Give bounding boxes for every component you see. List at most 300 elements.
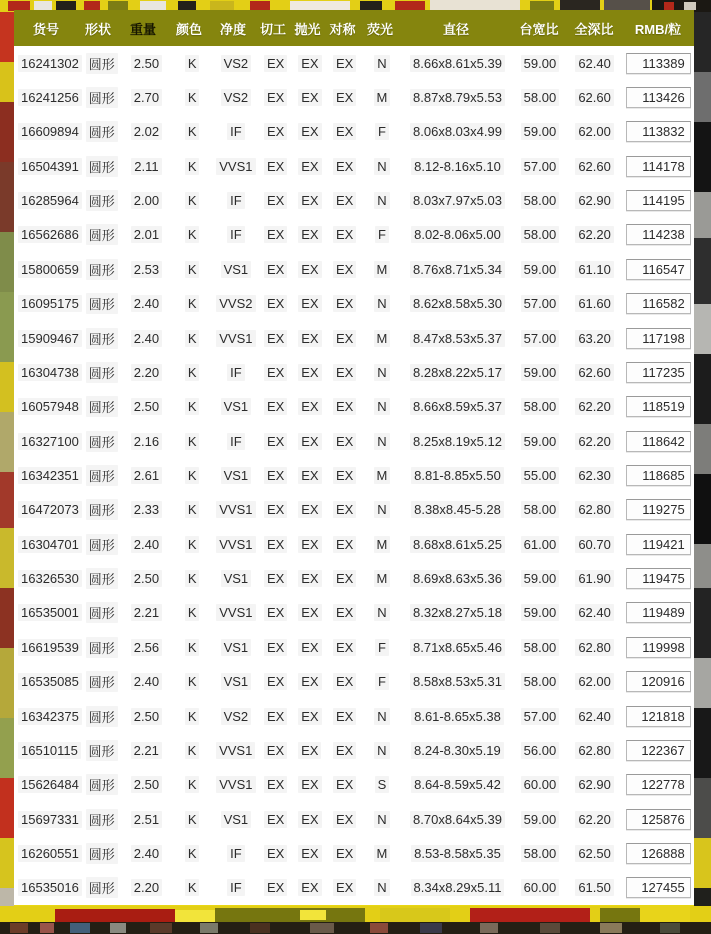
- cell-table_ratio: [513, 55, 567, 72]
- cell-value: 62.20: [575, 811, 614, 828]
- cell-value: 2.53: [131, 261, 162, 278]
- cell-value: 61.90: [575, 570, 614, 587]
- cell-value: K: [185, 158, 200, 175]
- cell-symmetry: [327, 879, 362, 896]
- header-row: [14, 10, 694, 46]
- cell-color: [171, 123, 213, 140]
- column-header-symmetry[interactable]: 对称: [329, 21, 356, 37]
- cell-weight: [122, 364, 172, 381]
- cell-value: M: [374, 845, 391, 862]
- cell-diameter: [402, 879, 513, 896]
- price-input[interactable]: 127455: [626, 877, 691, 898]
- cell-color: [171, 364, 213, 381]
- cell-value: K: [185, 673, 200, 690]
- cell-color: [171, 261, 213, 278]
- cell-cut: [259, 570, 293, 587]
- cell-value: 2.50: [131, 55, 162, 72]
- cell-cut: [259, 192, 293, 209]
- price-input[interactable]: 119421: [626, 534, 691, 555]
- cell-value: 圆形: [86, 843, 118, 864]
- cell-price_rmb: [622, 259, 694, 280]
- cell-value: 2.01: [131, 226, 162, 243]
- cell-value: 15697331: [18, 811, 82, 828]
- cell-value: 59.00: [521, 123, 560, 140]
- cell-value: N: [374, 158, 389, 175]
- cell-value: 16504391: [18, 158, 82, 175]
- cell-value: EX: [298, 467, 321, 484]
- cell-item_no: [14, 467, 82, 484]
- cell-value: EX: [333, 708, 356, 725]
- cell-symmetry: [327, 570, 362, 587]
- cell-polish: [293, 845, 328, 862]
- price-input[interactable]: 116582: [626, 293, 691, 314]
- price-input[interactable]: 114238: [626, 224, 691, 245]
- cell-item_no: [14, 742, 82, 759]
- cell-value: IF: [227, 226, 245, 243]
- cell-value: 8.32x8.27x5.18: [410, 604, 505, 621]
- price-input[interactable]: 118519: [626, 396, 691, 417]
- cell-cut: [259, 123, 293, 140]
- cell-value: EX: [298, 536, 321, 553]
- column-header-diameter[interactable]: 直径: [442, 21, 469, 37]
- cell-value: K: [185, 639, 200, 656]
- cell-weight: [122, 845, 172, 862]
- cell-clarity: [213, 639, 259, 656]
- price-input[interactable]: 113389: [626, 53, 691, 74]
- cell-value: N: [374, 879, 389, 896]
- cell-polish: [293, 55, 328, 72]
- cell-color: [171, 811, 213, 828]
- cell-color: [171, 158, 213, 175]
- cell-cut: [259, 55, 293, 72]
- cell-value: EX: [264, 364, 287, 381]
- cell-price_rmb: [622, 534, 694, 555]
- cell-price_rmb: [622, 774, 694, 795]
- cell-polish: [293, 295, 328, 312]
- cell-cut: [259, 330, 293, 347]
- cell-value: VS1: [221, 261, 252, 278]
- cell-color: [171, 501, 213, 518]
- cell-value: EX: [264, 192, 287, 209]
- cell-fluorescence: [362, 708, 402, 725]
- cell-symmetry: [327, 123, 362, 140]
- table-row: [14, 390, 694, 424]
- cell-value: 16342375: [18, 708, 82, 725]
- cell-color: [171, 708, 213, 725]
- price-input[interactable]: 116547: [626, 259, 691, 280]
- cell-value: 圆形: [86, 190, 118, 211]
- cell-diameter: [402, 604, 513, 621]
- table-row: [14, 802, 694, 836]
- cell-item_no: [14, 123, 82, 140]
- cell-value: 8.66x8.61x5.39: [410, 55, 505, 72]
- cell-weight: [121, 742, 171, 759]
- cell-depth_ratio: [567, 501, 623, 518]
- cell-value: VS1: [221, 811, 252, 828]
- cell-value: K: [185, 879, 200, 896]
- column-header-color[interactable]: 颜色: [175, 21, 202, 37]
- cell-table_ratio: [513, 295, 567, 312]
- cell-value: 2.33: [131, 501, 162, 518]
- cell-value: 8.47x8.53x5.37: [410, 330, 505, 347]
- cell-value: 8.34x8.29x5.11: [411, 879, 505, 896]
- cell-value: VS1: [221, 467, 252, 484]
- cell-symmetry: [327, 673, 362, 690]
- cell-shape: [82, 362, 122, 383]
- cell-weight: [122, 55, 172, 72]
- cell-table_ratio: [513, 192, 567, 209]
- cell-shape: [82, 602, 122, 623]
- cell-value: 2.40: [131, 673, 162, 690]
- cell-value: EX: [264, 879, 287, 896]
- price-input[interactable]: 119275: [626, 499, 691, 520]
- cell-weight: [122, 879, 172, 896]
- cell-price_rmb: [622, 121, 694, 142]
- cell-fluorescence: [362, 89, 402, 106]
- cell-value: 58.00: [521, 639, 560, 656]
- cell-color: [171, 879, 213, 896]
- cell-value: 8.06x8.03x4.99: [410, 123, 505, 140]
- cell-clarity: [213, 261, 259, 278]
- cell-color: [171, 467, 213, 484]
- cell-value: 圆形: [86, 568, 118, 589]
- cell-cut: [259, 364, 293, 381]
- cell-value: 8.24-8.30x5.19: [411, 742, 504, 759]
- cell-color: [171, 673, 213, 690]
- cell-value: 8.58x8.53x5.31: [410, 673, 505, 690]
- cell-table_ratio: [513, 604, 567, 621]
- cell-cut: [259, 776, 293, 793]
- cell-fluorescence: [362, 226, 402, 243]
- price-input[interactable]: 119998: [626, 637, 691, 658]
- cell-depth_ratio: [567, 398, 623, 415]
- price-input[interactable]: 119489: [626, 602, 691, 623]
- cell-value: 8.25x8.19x5.12: [410, 433, 505, 450]
- cell-table_ratio: [513, 570, 567, 587]
- cell-value: 16510115: [18, 742, 81, 759]
- cell-value: K: [185, 845, 200, 862]
- cell-value: K: [185, 811, 200, 828]
- cell-diameter: [402, 398, 513, 415]
- column-header-fluorescence[interactable]: 荧光: [366, 21, 393, 37]
- cell-item_no: [14, 433, 82, 450]
- price-input[interactable]: 122778: [626, 774, 691, 795]
- cell-value: EX: [298, 364, 321, 381]
- table-row: [14, 149, 694, 183]
- column-header-depth_ratio[interactable]: 全深比: [574, 21, 614, 37]
- cell-value: 圆形: [86, 87, 118, 108]
- cell-color: [171, 330, 213, 347]
- table-row: [14, 46, 694, 80]
- cell-fluorescence: [362, 123, 402, 140]
- cell-value: EX: [298, 845, 321, 862]
- price-input[interactable]: 114178: [626, 156, 691, 177]
- cell-value: 圆形: [86, 740, 118, 761]
- cell-value: 2.50: [131, 570, 162, 587]
- cell-value: 圆形: [86, 534, 118, 555]
- cell-cut: [259, 467, 293, 484]
- cell-value: 16285964: [18, 192, 82, 209]
- cell-value: 16609894: [18, 123, 82, 140]
- column-header-table_ratio[interactable]: 台宽比: [519, 21, 559, 37]
- cell-value: 圆形: [86, 877, 118, 898]
- cell-weight: [122, 501, 172, 518]
- cell-value: 57.00: [521, 708, 560, 725]
- cell-table_ratio: [513, 673, 567, 690]
- column-header-shape[interactable]: 形状: [84, 21, 111, 37]
- cell-value: 59.00: [521, 261, 560, 278]
- cell-cut: [259, 398, 293, 415]
- cell-value: EX: [264, 673, 287, 690]
- cell-table_ratio: [513, 708, 567, 725]
- price-input[interactable]: 118685: [626, 465, 691, 486]
- cell-value: 16057948: [18, 398, 82, 415]
- cell-depth_ratio: [567, 604, 623, 621]
- cell-price_rmb: [622, 809, 694, 830]
- cell-value: EX: [298, 604, 321, 621]
- cell-value: 圆形: [86, 396, 118, 417]
- cell-value: EX: [298, 639, 321, 656]
- cell-value: 61.00: [521, 536, 560, 553]
- cell-value: 圆形: [86, 499, 118, 520]
- cell-value: M: [374, 467, 391, 484]
- cell-value: EX: [298, 879, 321, 896]
- cell-value: VS1: [221, 398, 252, 415]
- cell-price_rmb: [622, 499, 694, 520]
- cell-price_rmb: [622, 568, 694, 589]
- table-row: [14, 321, 694, 355]
- cell-value: VVS1: [216, 330, 255, 347]
- cell-value: 圆形: [86, 121, 118, 142]
- cell-value: EX: [264, 570, 287, 587]
- cell-shape: [82, 877, 122, 898]
- cell-polish: [293, 708, 328, 725]
- cell-value: 60.00: [521, 776, 560, 793]
- price-input[interactable]: 120916: [626, 671, 691, 692]
- cell-symmetry: [327, 639, 362, 656]
- cell-shape: [82, 499, 122, 520]
- cell-value: S: [375, 776, 390, 793]
- cell-color: [171, 226, 213, 243]
- cell-depth_ratio: [567, 89, 623, 106]
- cell-value: 16260551: [18, 845, 82, 862]
- cell-price_rmb: [622, 877, 694, 898]
- cell-value: K: [185, 708, 200, 725]
- cell-symmetry: [327, 192, 362, 209]
- cell-value: EX: [298, 123, 321, 140]
- column-header-item_no[interactable]: 货号: [32, 21, 59, 37]
- cell-symmetry: [327, 742, 362, 759]
- cell-weight: [122, 536, 172, 553]
- cell-value: 57.00: [521, 295, 560, 312]
- price-input[interactable]: 118642: [626, 431, 691, 452]
- cell-value: 圆形: [86, 53, 118, 74]
- table-row: [14, 561, 694, 595]
- cell-value: N: [374, 364, 389, 381]
- cell-value: 57.00: [521, 158, 560, 175]
- cell-weight: [122, 604, 172, 621]
- price-input[interactable]: 126888: [626, 843, 691, 864]
- cell-price_rmb: [622, 706, 694, 727]
- cell-value: 2.00: [131, 192, 162, 209]
- cell-color: [171, 776, 213, 793]
- cell-price_rmb: [622, 224, 694, 245]
- cell-depth_ratio: [567, 708, 623, 725]
- cell-depth_ratio: [567, 123, 623, 140]
- table-row: [14, 527, 694, 561]
- price-input[interactable]: 125876: [626, 809, 691, 830]
- cell-value: VVS1: [216, 776, 255, 793]
- cell-weight: [122, 776, 172, 793]
- cell-price_rmb: [622, 362, 694, 383]
- cell-item_no: [14, 158, 82, 175]
- cell-value: EX: [264, 708, 287, 725]
- cell-shape: [82, 843, 122, 864]
- cell-value: 2.40: [131, 845, 162, 862]
- cell-value: VS1: [221, 570, 252, 587]
- cell-value: VS2: [221, 55, 252, 72]
- cell-price_rmb: [622, 396, 694, 417]
- cell-symmetry: [327, 89, 362, 106]
- cell-value: 63.20: [575, 330, 614, 347]
- cell-value: EX: [298, 570, 321, 587]
- cell-fluorescence: [362, 467, 402, 484]
- cell-value: EX: [264, 398, 287, 415]
- cell-value: 圆形: [86, 465, 118, 486]
- cell-color: [171, 398, 213, 415]
- cell-diameter: [402, 501, 513, 518]
- cell-cut: [259, 879, 293, 896]
- cell-value: 62.40: [575, 604, 614, 621]
- cell-value: IF: [227, 433, 245, 450]
- cell-value: 15909467: [18, 330, 82, 347]
- column-header-polish[interactable]: 抛光: [294, 21, 321, 37]
- cell-value: 8.53-8.58x5.35: [411, 845, 504, 862]
- cell-value: 55.00: [521, 467, 560, 484]
- cell-table_ratio: [513, 433, 567, 450]
- cell-value: EX: [333, 845, 356, 862]
- price-input[interactable]: 113832: [626, 121, 691, 142]
- cell-polish: [293, 673, 328, 690]
- cell-value: 58.00: [521, 673, 560, 690]
- price-input[interactable]: 113426: [626, 87, 691, 108]
- cell-clarity: [213, 708, 259, 725]
- cell-value: N: [374, 604, 389, 621]
- cell-value: IF: [227, 879, 245, 896]
- cell-value: 15800659: [18, 261, 82, 278]
- cell-value: 59.00: [521, 364, 560, 381]
- cell-value: 16342351: [18, 467, 82, 484]
- cell-value: EX: [333, 501, 356, 518]
- cell-depth_ratio: [567, 879, 623, 896]
- cell-shape: [82, 259, 122, 280]
- table-row: [14, 183, 694, 217]
- cell-value: 8.62x8.58x5.30: [410, 295, 505, 312]
- cell-cut: [259, 604, 293, 621]
- cell-value: 2.21: [131, 604, 162, 621]
- cell-value: K: [185, 501, 200, 518]
- price-input[interactable]: 122367: [626, 740, 691, 761]
- price-input[interactable]: 117198: [626, 328, 691, 349]
- cell-value: N: [374, 501, 389, 518]
- cell-shape: [82, 293, 122, 314]
- cell-value: 62.80: [575, 501, 614, 518]
- cell-fluorescence: [362, 639, 402, 656]
- cell-value: EX: [264, 89, 287, 106]
- cell-clarity: [213, 570, 259, 587]
- cell-polish: [293, 192, 328, 209]
- cell-value: 16535001: [18, 604, 82, 621]
- cell-value: EX: [333, 330, 356, 347]
- cell-value: 61.60: [575, 295, 614, 312]
- cell-fluorescence: [362, 295, 402, 312]
- cell-value: EX: [333, 433, 356, 450]
- cell-shape: [82, 121, 122, 142]
- cell-value: EX: [264, 536, 287, 553]
- cell-value: N: [374, 811, 389, 828]
- cell-shape: [82, 328, 122, 349]
- cell-value: VVS1: [216, 536, 255, 553]
- price-input[interactable]: 117235: [626, 362, 691, 383]
- cell-value: 圆形: [86, 293, 118, 314]
- cell-color: [171, 295, 213, 312]
- cell-clarity: [213, 123, 259, 140]
- price-input[interactable]: 121818: [626, 706, 691, 727]
- cell-value: EX: [333, 158, 356, 175]
- cell-value: 8.03x7.97x5.03: [410, 192, 505, 209]
- column-header-weight[interactable]: 重量: [129, 21, 156, 37]
- table-row: [14, 252, 694, 286]
- cell-symmetry: [327, 295, 362, 312]
- cell-price_rmb: [622, 465, 694, 486]
- cell-depth_ratio: [567, 55, 623, 72]
- cell-cut: [259, 639, 293, 656]
- cell-diameter: [402, 742, 513, 759]
- cell-value: 圆形: [86, 671, 118, 692]
- cell-value: K: [185, 433, 200, 450]
- cell-value: 59.00: [521, 811, 560, 828]
- cell-value: EX: [333, 811, 356, 828]
- cell-fluorescence: [362, 536, 402, 553]
- column-header-price_rmb[interactable]: RMB/粒: [634, 21, 682, 37]
- cell-value: EX: [298, 501, 321, 518]
- cell-polish: [293, 89, 328, 106]
- cell-value: 16326530: [18, 570, 82, 587]
- cell-clarity: [213, 742, 259, 759]
- cell-value: K: [185, 89, 200, 106]
- cell-value: N: [374, 433, 389, 450]
- table-body: [14, 46, 694, 905]
- cell-diameter: [402, 158, 513, 175]
- cell-polish: [293, 811, 328, 828]
- cell-weight: [122, 226, 172, 243]
- cell-clarity: [213, 330, 259, 347]
- column-header-clarity[interactable]: 净度: [219, 21, 246, 37]
- cell-item_no: [14, 570, 82, 587]
- cell-polish: [293, 364, 328, 381]
- cell-depth_ratio: [567, 192, 623, 209]
- price-input[interactable]: 119475: [626, 568, 691, 589]
- price-input[interactable]: 114195: [626, 190, 691, 211]
- cell-value: 圆形: [86, 706, 118, 727]
- column-header-cut[interactable]: 切工: [259, 21, 286, 37]
- cell-value: M: [374, 330, 391, 347]
- cell-value: EX: [333, 192, 356, 209]
- cell-fluorescence: [362, 673, 402, 690]
- cell-shape: [82, 740, 122, 761]
- cell-polish: [292, 742, 327, 759]
- cell-value: F: [375, 673, 389, 690]
